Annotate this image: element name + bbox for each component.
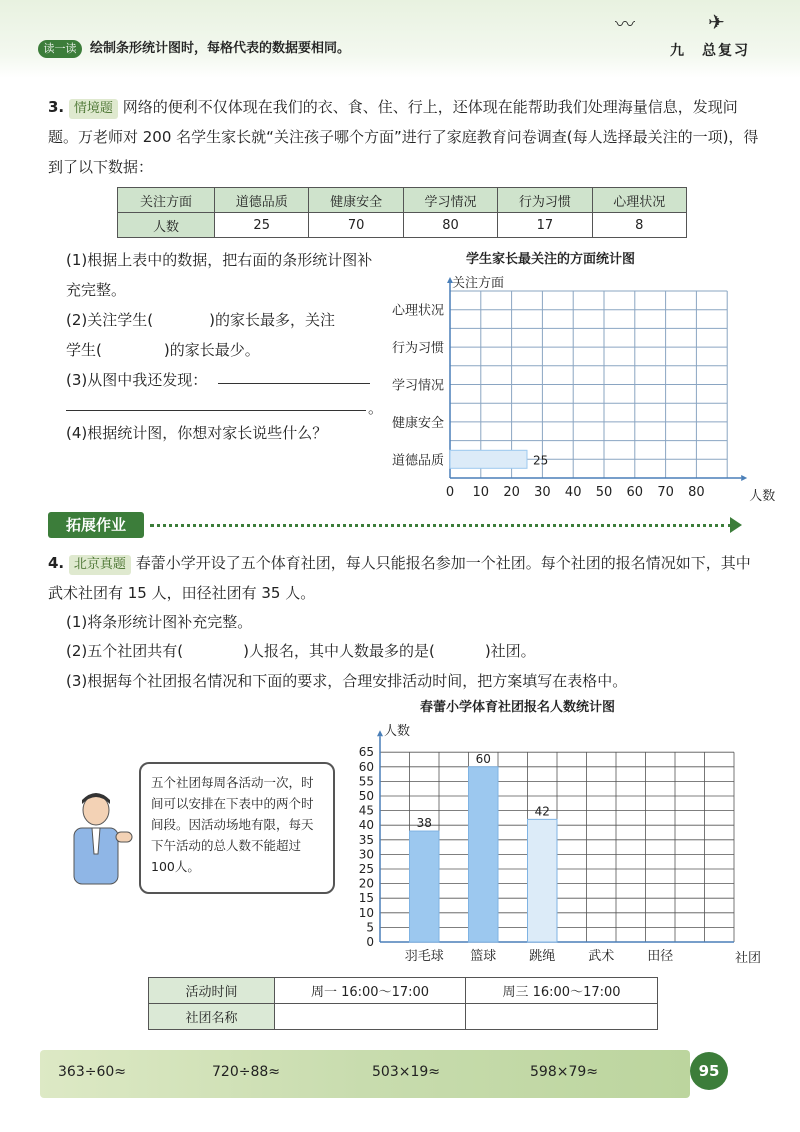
table-col-header: 心理状况 — [592, 188, 686, 213]
q3-sub4: (4)根据统计图，你想对家长说些什么？ — [66, 424, 328, 442]
table-col-header: 学习情况 — [403, 188, 497, 213]
chart1-category-label: 行为习惯 — [391, 341, 444, 357]
chart1-tick-label: 30 — [534, 485, 551, 500]
chart2-bar — [410, 831, 440, 942]
q3-number: 3. — [48, 98, 65, 116]
q4-sub3: (3)根据每个社团报名情况和下面的要求，合理安排活动时间，把方案填写在表格中。 — [66, 672, 628, 690]
table-cell: 17 — [498, 213, 592, 238]
chart2-category-label: 跳绳 — [529, 949, 556, 964]
chart1-category-label: 道德品质 — [391, 453, 444, 469]
chart1-bar — [450, 450, 527, 468]
chart1-tick-label: 60 — [626, 485, 644, 500]
chart2-ylabel: 人数 — [384, 724, 411, 739]
chart2-tick-label: 20 — [358, 876, 374, 891]
footer-estimate: 503×19≈ — [372, 1064, 440, 1080]
footer-estimate: 363÷60≈ — [58, 1064, 126, 1080]
table-cell: 8 — [592, 213, 686, 238]
schedule-slot: 周三 16:00～17:00 — [466, 978, 658, 1004]
bird-icon: 〰 — [615, 12, 635, 36]
chart2-y-arrow — [377, 730, 383, 736]
q3-data-table — [117, 187, 687, 238]
table-col-header: 行为习惯 — [498, 188, 592, 213]
chart1-tick-label: 70 — [657, 485, 674, 500]
chart2-tick-label: 0 — [366, 935, 374, 949]
extension-badge: 拓展作业 — [48, 512, 144, 538]
chart2-category-label: 篮球 — [470, 949, 497, 964]
table-header-label: 关注方面 — [118, 188, 215, 213]
chart1-category-label: 学习情况 — [391, 378, 444, 394]
chart2-category-label: 田径 — [647, 949, 674, 964]
schedule-slot: 周一 16:00～17:00 — [275, 978, 466, 1004]
arrow-right-icon — [730, 517, 742, 533]
chart2-tick-label: 50 — [358, 789, 374, 803]
chart2-tick-label: 60 — [358, 759, 374, 774]
q4-sub2-c: )社团。 — [484, 642, 536, 660]
footer-estimate: 720÷88≈ — [212, 1064, 280, 1080]
q4-intro — [48, 548, 760, 608]
chart1-category-label: 心理状况 — [391, 303, 444, 319]
chart1-tick-label: 10 — [472, 485, 490, 500]
q4-sub2 — [66, 636, 536, 666]
schedule-table — [148, 977, 658, 1030]
q3-sub3-line[interactable] — [66, 410, 366, 411]
q3-sub3-end: 。 — [368, 399, 384, 417]
q3-sub3-line[interactable] — [218, 383, 370, 384]
q4-sub1: (1)将条形统计图补充完整。 — [66, 613, 253, 631]
chart2-tick-label: 25 — [358, 862, 374, 876]
q3-sub2-a: (2)关注学生( — [66, 311, 154, 329]
schedule-answer-cell[interactable] — [275, 1004, 466, 1030]
chart2-tick-label: 15 — [358, 891, 374, 906]
chart2-tick-label: 55 — [358, 774, 374, 789]
header-band — [0, 0, 800, 78]
q4-tag: 北京真题 — [69, 555, 131, 575]
q3-intro — [48, 92, 760, 182]
schedule-row-label: 活动时间 — [149, 978, 275, 1004]
q3-sub2-b: )的家长最多，关注 — [209, 311, 335, 329]
schedule-row-label: 社团名称 — [149, 1004, 275, 1030]
table-cell: 70 — [309, 213, 403, 238]
q3-intro-text: 网络的便利不仅体现在我们的衣、食、住、行上，还体现在能帮助我们处理海量信息，发现问题。万老师对 200 名学生家长就“关注孩子哪个方面”进行了家庭教育问卷调查(每人选择最关注的一项)，得到了以下数据： — [48, 98, 759, 176]
chart2-title: 春蕾小学体育社团报名人数统计图 — [420, 700, 616, 715]
chart2-tick-label: 65 — [358, 745, 374, 760]
q4-intro-text: 春蕾小学开设了五个体育社团，每人只能报名参加一个社团。每个社团的报名情况如下，其中武术社团有 15 人，田径社团有 35 人。 — [48, 554, 751, 602]
chart1-tick-label: 20 — [503, 485, 520, 500]
q3-sub1: (1)根据上表中的数据，把右面的条形统计图补充完整。 — [66, 251, 373, 299]
chart1-x-arrow — [741, 475, 747, 481]
chart2-xlabel: 社团 — [734, 951, 762, 966]
chart1-title: 学生家长最关注的方面统计图 — [466, 252, 636, 267]
table-col-header: 健康安全 — [309, 188, 403, 213]
chart2-tick-label: 5 — [366, 920, 374, 935]
chart1-svg — [370, 285, 776, 505]
chart2-data-label: 38 — [416, 816, 432, 831]
chart1-tick-label: 0 — [445, 485, 455, 500]
speech-bubble: 五个社团每周各活动一次，时间可以安排在下表中的两个时间段。因活动场地有限，每天下午活动的总人数不能超过100人。 — [139, 762, 335, 894]
extension-dotted-line — [150, 524, 732, 527]
chart1-data-label: 25 — [533, 453, 549, 468]
bird-icon: ✈ — [708, 10, 725, 34]
chart2-bar — [469, 767, 499, 942]
chart2-category-label: 武术 — [588, 949, 615, 964]
chart2-bar — [528, 819, 558, 942]
chart2-data-label: 60 — [475, 751, 491, 766]
q3-sub3: (3)从图中我还发现： — [66, 371, 208, 389]
footer-estimate: 598×79≈ — [530, 1064, 598, 1080]
chart1-tick-label: 50 — [595, 485, 613, 500]
chart2-tick-label: 30 — [358, 847, 374, 862]
chart1-tick-label: 80 — [688, 485, 705, 500]
chart2-tick-label: 40 — [358, 818, 374, 833]
chart2-data-label: 42 — [534, 804, 550, 819]
table-cell: 80 — [403, 213, 497, 238]
schedule-answer-cell[interactable] — [466, 1004, 658, 1030]
chart1-tick-label: 40 — [564, 485, 582, 500]
chapter-title: 九 总复习 — [670, 43, 750, 59]
chart2-category-label: 羽毛球 — [404, 949, 444, 964]
chart1-xlabel: 人数 — [749, 489, 776, 504]
teacher-icon — [60, 792, 140, 892]
chart2-svg — [340, 730, 760, 970]
q4-number: 4. — [48, 554, 65, 572]
chart2-tick-label: 35 — [358, 832, 374, 847]
tip-badge: 读一读 — [38, 40, 82, 58]
q4-sub2-b: )人报名，其中人数最多的是( — [243, 642, 435, 660]
chart1-ylabel: 关注方面 — [452, 276, 505, 291]
chart1-category-label: 健康安全 — [391, 415, 444, 431]
table-col-header: 道德品质 — [215, 188, 309, 213]
q4-sub2-a: (2)五个社团共有( — [66, 642, 184, 660]
q3-sub2-d: )的家长最少。 — [163, 341, 260, 359]
table-cell: 25 — [215, 213, 309, 238]
tip-text: 绘制条形统计图时，每格代表的数据要相同。 — [90, 41, 351, 56]
table-row-label: 人数 — [118, 213, 215, 238]
q3-sub2 — [66, 305, 386, 365]
q3-sub2-c: 学生( — [66, 341, 102, 359]
chart2-tick-label: 45 — [358, 803, 374, 818]
page-number: 95 — [690, 1052, 728, 1090]
chart2-tick-label: 10 — [358, 905, 374, 920]
q3-tag: 情境题 — [69, 99, 118, 119]
